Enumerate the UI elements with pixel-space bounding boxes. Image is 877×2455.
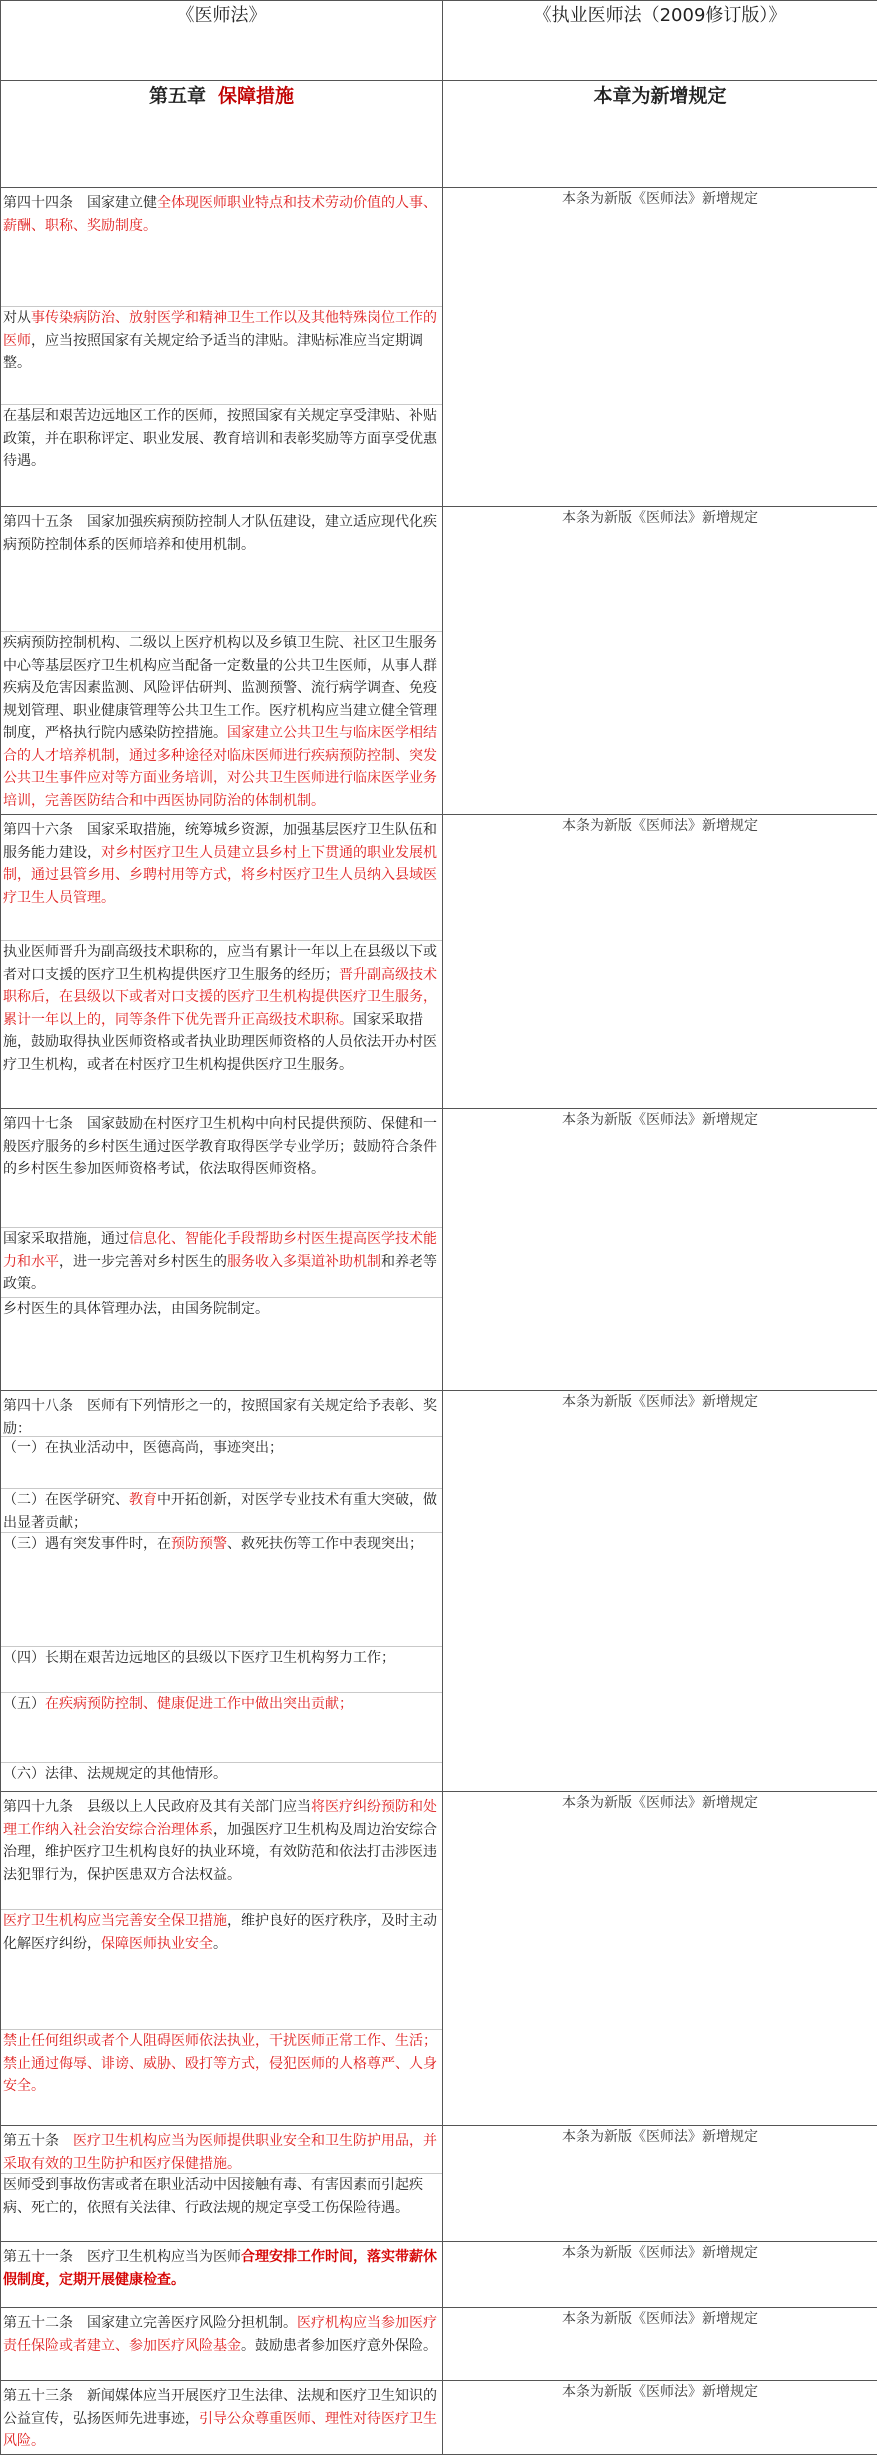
article-row [1,188,877,507]
article-text-cell [1,188,443,507]
highlight-segment: 保障医师执业安全 [101,1936,213,1952]
article-row [1,1109,877,1391]
article-text-cell [1,2381,443,2455]
new-provision-note: 本条为新版《医师法》新增规定 [443,1792,877,2126]
article-paragraph [1,1792,442,1909]
article-paragraph [1,1692,442,1762]
article-paragraph [1,2126,442,2173]
highlight-segment: 事传染病防治、放射医学和精神卫生工作以及其他特殊岗位工作的医师 [3,310,437,349]
text-segment: 。鼓励患者参加医疗意外保险。 [241,2338,437,2354]
article-text-cell [1,2242,443,2308]
text-segment: （五） [3,1696,45,1712]
header-right: 《执业医师法（2009修订版）》 [443,1,877,81]
article-row [1,2308,877,2381]
chapter-number: 第五章 [149,85,206,107]
text-segment: 第五十二条 国家建立完善医疗风险分担机制。 [3,2315,297,2331]
text-segment: 第四十五条 国家加强疾病预防控制人才队伍建设，建立适应现代化疾病预防控制体系的医师培养和使用机制。 [3,514,437,553]
highlight-segment: 服务收入多渠道补助机制 [227,1254,381,1270]
article-text-cell [1,507,443,815]
chapter-title [1,81,443,188]
text-segment: 在基层和艰苦边远地区工作的医师，按照国家有关规定享受津贴、补贴政策，并在职称评定、职业发展、教育培训和表彰奖励等方面享受优惠待遇。 [3,408,437,469]
new-provision-note: 本条为新版《医师法》新增规定 [443,2381,877,2455]
highlight-segment: 对乡村医疗卫生人员建立县乡村上下贯通的职业发展机制，通过县管乡用、乡聘村用等方式，将乡村医疗卫生人员纳入县域医疗卫生人员管理。 [3,845,437,906]
article-row [1,815,877,1109]
text-segment: ，应当按照国家有关规定给予适当的津贴。津贴标准应当定期调整。 [3,333,423,372]
highlight-segment: 教育 [129,1492,157,1508]
article-paragraph [1,2029,442,2125]
text-segment: 国家采取措施，鼓励取得执业医师资格或者执业助理医师资格的人员依法开办村医疗卫生机构，或者在村医疗卫生机构提供医疗卫生服务。 [3,1012,437,1073]
highlight-segment: 全体现医师职业特点和技术劳动价值的人事、薪酬、职称、奖励制度。 [3,195,437,234]
highlight-segment: 引导公众尊重医师、理性对待医疗卫生风险。 [3,2411,437,2450]
article-paragraph [1,2381,442,2454]
article-row [1,2381,877,2455]
text-segment: ，进一步完善对乡村医生的 [59,1254,227,1270]
text-segment: 第四十六条 国家采取措施，统筹城乡资源，加强基层医疗卫生队伍和服务能力建设， [3,822,437,861]
text-segment: 中开拓创新，对医学专业技术有重大突破，做出显著贡献； [3,1492,437,1531]
article-row [1,2242,877,2308]
text-segment: ，维护良好的医疗秩序，及时主动化解医疗纠纷， [3,1913,437,1952]
article-text-cell [1,1391,443,1792]
new-provision-note: 本条为新版《医师法》新增规定 [443,815,877,1109]
header-row [1,1,877,81]
article-paragraph [1,2173,442,2241]
text-segment: 第四十九条 县级以上人民政府及其有关部门应当 [3,1799,311,1815]
article-paragraph [1,1488,442,1532]
new-provision-note: 本条为新版《医师法》新增规定 [443,1109,877,1391]
article-paragraph [1,940,442,1108]
article-paragraph [1,1297,442,1390]
article-paragraph [1,2308,442,2380]
text-segment: 第四十八条 医师有下列情形之一的，按照国家有关规定给予表彰、奖励： [3,1398,437,1436]
text-segment: 医师受到事故伤害或者在职业活动中因接触有毒、有害因素而引起疾病、死亡的，依照有关法律、行政法规的规定享受工伤保险待遇。 [3,2177,423,2216]
article-text-cell [1,815,443,1109]
text-segment: 第四十七条 国家鼓励在村医疗卫生机构中向村民提供预防、保健和一般医疗服务的乡村医生通过医学教育取得医学专业学历；鼓励符合条件的乡村医生参加医师资格考试，依法取得医师资格。 [3,1116,437,1177]
text-segment: （六）法律、法规规定的其他情形。 [3,1766,227,1782]
chapter-row [1,81,877,188]
text-segment: 第五十一条 医疗卫生机构应当为医师 [3,2249,241,2265]
new-provision-note: 本条为新版《医师法》新增规定 [443,507,877,815]
new-provision-note: 本条为新版《医师法》新增规定 [443,1391,877,1792]
text-segment: 疾病预防控制机构、二级以上医疗机构以及乡镇卫生院、社区卫生服务中心等基层医疗卫生机构应当配备一定数量的公共卫生医师，从事人群疾病及危害因素监测、风险评估研判、监测预警、流行病学调查、免疫规划管理、职业健康管理等公共卫生工作。医疗机构应当建立健全管理制度，严格执行院内感染防控措施。 [3,635,437,741]
article-row [1,507,877,815]
text-segment: 、救死扶伤等工作中表现突出； [227,1536,423,1552]
highlight-segment: 在疾病预防控制、健康促进工作中做出突出贡献； [45,1696,353,1712]
new-provision-note: 本条为新版《医师法》新增规定 [443,188,877,507]
article-paragraph [1,188,442,306]
text-segment: 执业医师晋升为副高级技术职称的，应当有累计一年以上在县级以下或者对口支援的医疗卫生机构提供医疗卫生服务的经历； [3,944,437,983]
text-segment: （三）遇有突发事件时，在 [3,1536,171,1552]
article-row [1,1391,877,1792]
chapter-name: 保障措施 [218,85,294,107]
article-paragraph [1,1436,442,1488]
new-provision-note: 本条为新版《医师法》新增规定 [443,2126,877,2242]
text-segment: 。 [213,1936,227,1952]
highlight-segment: 医疗卫生机构应当完善安全保卫措施 [3,1913,227,1929]
text-segment: （二）在医学研究、 [3,1492,129,1508]
article-paragraph [1,1109,442,1227]
text-segment: （一）在执业活动中，医德高尚，事迹突出； [3,1440,283,1456]
article-text-cell [1,2126,443,2242]
text-segment: 和养老等政策。 [3,1254,437,1293]
article-paragraph [1,1762,442,1791]
article-paragraph [1,1646,442,1692]
text-segment: 乡村医生的具体管理办法，由国务院制定。 [3,1301,269,1317]
article-row [1,1792,877,2126]
highlight-segment: 将医疗纠纷预防和处理工作纳入社会治安综合治理体系 [3,1799,437,1838]
article-text-cell [1,1109,443,1391]
article-text-cell [1,1792,443,2126]
article-paragraph [1,306,442,404]
text-segment: ，加强医疗卫生机构及周边治安综合治理，维护医疗卫生机构良好的执业环境，有效防范和依法打击涉医违法犯罪行为，保护医患双方合法权益。 [3,1822,437,1883]
article-paragraph [1,2242,442,2307]
highlight-segment: 医疗机构应当参加医疗责任保险或者建立、参加医疗风险基金 [3,2315,437,2354]
article-paragraph [1,507,442,631]
highlight-segment: 禁止任何组织或者个人阻碍医师依法执业，干扰医师正常工作、生活；禁止通过侮辱、诽谤、威胁、殴打等方式，侵犯医师的人格尊严、人身安全。 [3,2033,437,2094]
text-segment: 第五十三条 新闻媒体应当开展医疗卫生法律、法规和医疗卫生知识的公益宣传，弘扬医师先进事迹， [3,2388,437,2427]
article-paragraph [1,815,442,940]
article-paragraph [1,1227,442,1297]
article-paragraph [1,1532,442,1646]
new-provision-note: 本条为新版《医师法》新增规定 [443,2308,877,2381]
article-paragraph [1,631,442,814]
new-provision-note: 本条为新版《医师法》新增规定 [443,2242,877,2308]
header-left: 《医师法》 [1,1,443,81]
text-segment: （四）长期在艰苦边远地区的县级以下医疗卫生机构努力工作； [3,1650,395,1666]
highlight-segment: 合理安排工作时间，落实带薪休假制度，定期开展健康检查。 [3,2249,437,2288]
text-segment: 对从 [3,310,31,326]
text-segment: 国家采取措施，通过 [3,1231,129,1247]
highlight-segment: 国家建立公共卫生与临床医学相结合的人才培养机制，通过多种途径对临床医师进行疾病预防控制、突发公共卫生事件应对等方面业务培训，对公共卫生医师进行临床医学业务培训，完善医防结合和中西医协同防治的体制机制。 [3,725,437,809]
chapter-right-note: 本章为新增规定 [443,81,877,188]
highlight-segment: 预防预警 [171,1536,227,1552]
text-segment: 第四十四条 国家建立健 [3,195,157,211]
article-paragraph [1,404,442,506]
article-text-cell [1,2308,443,2381]
article-row [1,2126,877,2242]
highlight-segment: 医疗卫生机构应当为医师提供职业安全和卫生防护用品，并采取有效的卫生防护和医疗保健措施。 [3,2133,437,2172]
highlight-segment: 晋升副高级技术职称后，在县级以下或者对口支援的医疗卫生机构提供医疗卫生服务，累计一年以上的，同等条件下优先晋升正高级技术职称。 [3,967,437,1028]
text-segment: 第五十条 [3,2133,73,2149]
article-paragraph [1,1391,442,1436]
highlight-segment: 信息化、智能化手段帮助乡村医生提高医学技术能力和水平 [3,1231,437,1270]
article-paragraph [1,1909,442,2029]
